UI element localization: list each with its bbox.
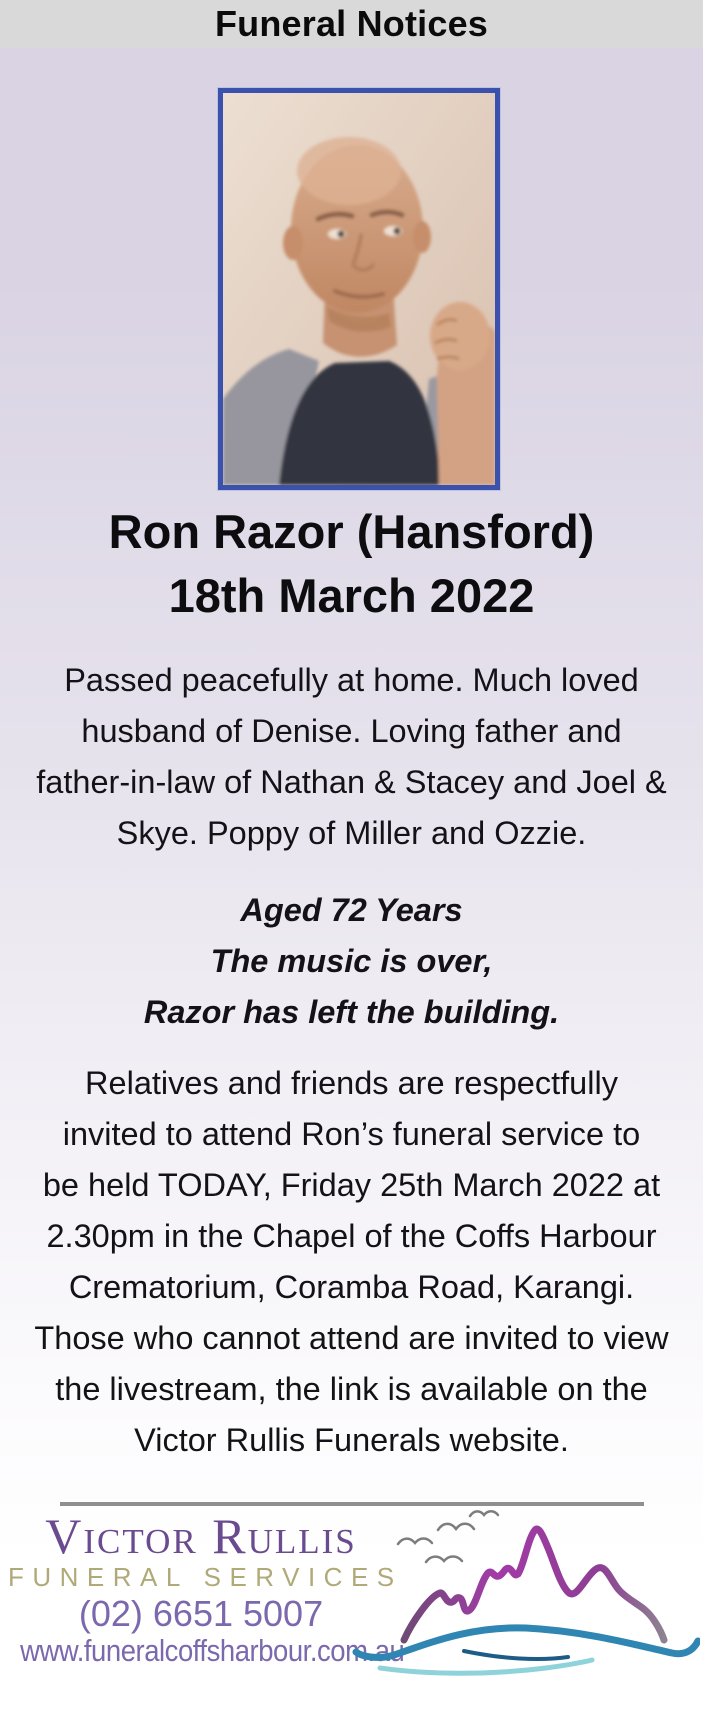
page-title: Funeral Notices	[214, 3, 489, 44]
deceased-photo	[218, 88, 500, 490]
pupil-left	[338, 231, 345, 238]
text-line: the livestream, the link is available on the	[55, 1371, 648, 1407]
ear-left	[283, 226, 303, 260]
service-paragraph	[0, 1058, 703, 1466]
text-line: father-in-law of Nathan & Stacey and Joel &	[36, 764, 667, 800]
deceased-name: Ron Razor (Hansford)	[108, 505, 595, 558]
text-line: Relatives and friends are respectfully	[85, 1065, 618, 1101]
text-line: 2.30pm in the Chapel of the Coffs Harbour	[46, 1218, 657, 1254]
wave-light-icon	[380, 1660, 592, 1673]
text-line: Those who cannot attend are invited to view	[34, 1320, 669, 1356]
text-line: husband of Denise. Loving father and	[81, 713, 622, 749]
pupil-right	[394, 228, 401, 235]
text-line: Aged 72 Years	[240, 892, 463, 928]
ear-right	[413, 221, 431, 253]
portrait-illustration	[223, 93, 495, 485]
tribute-verse	[0, 885, 703, 1038]
funeral-home-name: Victor Rullis	[45, 1508, 357, 1564]
bald-crown	[297, 137, 401, 205]
opening-paragraph	[0, 655, 703, 859]
header-bar	[0, 0, 703, 48]
funeral-home-tagline: FUNERAL SERVICES	[8, 1562, 403, 1592]
text-line: Passed peacefully at home. Much loved	[64, 662, 639, 698]
text-line: invited to attend Ron’s funeral service to	[62, 1116, 641, 1152]
website-link[interactable]: www.funeralcoffsharbour.com.au	[20, 1634, 405, 1668]
phone-number[interactable]: (02) 6651 5007	[78, 1593, 324, 1634]
text-line: Victor Rullis Funerals website.	[134, 1422, 569, 1458]
text-line: Razor has left the building.	[143, 994, 560, 1030]
text-line: The music is over,	[210, 943, 493, 979]
deceased-heading	[0, 500, 703, 628]
wave-dark-icon	[464, 1651, 568, 1659]
text-line: be held TODAY, Friday 25th March 2022 at	[42, 1167, 661, 1203]
mountain-icon	[404, 1529, 664, 1640]
death-date: 18th March 2022	[168, 569, 535, 622]
text-line: Crematorium, Coramba Road, Karangi.	[68, 1269, 635, 1305]
funeral-home-logo	[342, 1500, 700, 1723]
birds-icon	[398, 1511, 498, 1562]
text-line: Skye. Poppy of Miller and Ozzie.	[116, 815, 587, 851]
